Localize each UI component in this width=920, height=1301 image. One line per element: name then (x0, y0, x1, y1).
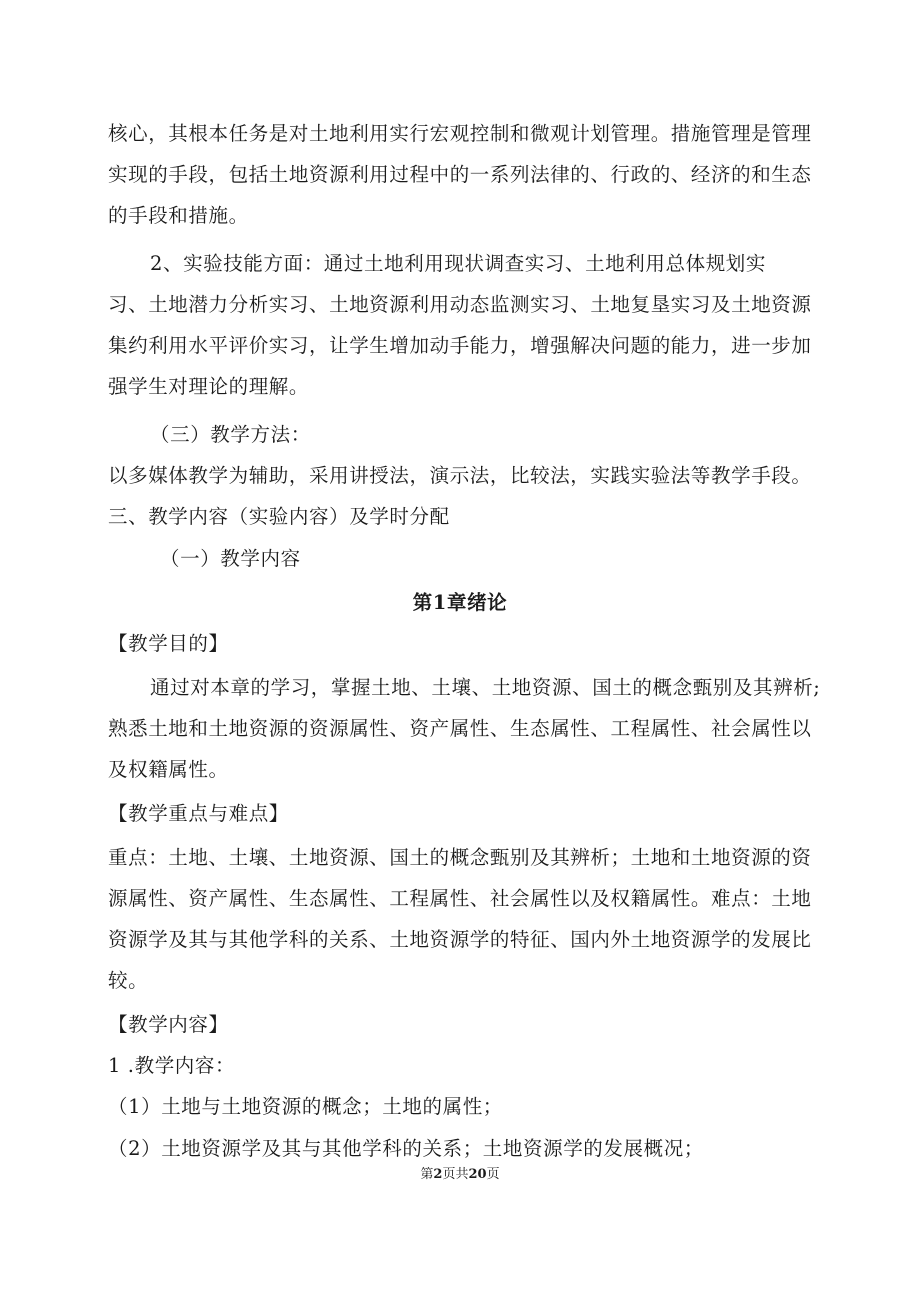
method-heading: （三）教学方法： (150, 423, 311, 446)
method-text: 以多媒体教学为辅助，采用讲授法，演示法，比较法，实践实验法等教学手段。 (108, 464, 812, 487)
body-text-line: 及权籍属性。 (108, 758, 229, 781)
chapter-title: 第1章绪论 (412, 591, 508, 614)
body-text-line: 源属性、资产属性、生态属性、工程属性、社会属性以及权籍属性。难点：土地 (108, 887, 812, 910)
footer-prefix: 第 (420, 1167, 434, 1182)
body-text-line: 实现的手段，包括土地资源利用过程中的一系列法律的、行政的、经济的和生态 (108, 163, 812, 186)
content-heading: 【教学内容】 (108, 1013, 229, 1036)
content-item-intro: 1 .教学内容： (108, 1054, 236, 1077)
body-text-line: 强学生对理论的理解。 (108, 375, 310, 398)
goal-heading: 【教学目的】 (108, 632, 229, 655)
body-text-line: 的手段和措施。 (108, 204, 249, 227)
body-text-line: 2、实验技能方面：通过土地利用现状调查实习、土地利用总体规划实 (150, 252, 767, 275)
body-text-line: 熟悉土地和土地资源的资源属性、资产属性、生态属性、工程属性、社会属性以 (108, 717, 812, 740)
footer-page-number: 2 (433, 1167, 443, 1182)
body-text-line: 习、土地潜力分析实习、土地资源利用动态监测实习、土地复垦实习及土地资源 (108, 293, 812, 316)
body-text-line: 集约利用水平评价实习，让学生增加动手能力，增强解决问题的能力，进一步加 (108, 334, 812, 357)
list-item: （1）土地与土地资源的概念；土地的属性； (108, 1095, 503, 1118)
page-footer (0, 1166, 920, 1184)
body-text-line: 资源学及其与其他学科的关系、土地资源学的特征、国内外土地资源学的发展比 (108, 928, 812, 951)
body-text-line: 通过对本章的学习，掌握土地、土壤、土地资源、国土的概念甄别及其辨析; (150, 676, 821, 699)
list-item: （2）土地资源学及其与其他学科的关系；土地资源学的发展概况； (108, 1137, 704, 1160)
footer-total-pages: 20 (468, 1167, 487, 1182)
footer-suffix: 页 (486, 1167, 500, 1182)
section-heading: 三、教学内容（实验内容）及学时分配 (108, 505, 450, 528)
body-text-line: 核心，其根本任务是对土地利用实行宏观控制和微观计划管理。措施管理是管理 (108, 122, 812, 145)
body-text-line: 重点：土地、土壤、土地资源、国土的概念甄别及其辨析；土地和土地资源的资 (108, 846, 812, 869)
footer-middle: 页共 (442, 1167, 469, 1182)
body-text-line: 较。 (108, 969, 149, 992)
key-heading: 【教学重点与难点】 (108, 802, 289, 825)
subsection-heading: （一）教学内容 (160, 547, 301, 570)
